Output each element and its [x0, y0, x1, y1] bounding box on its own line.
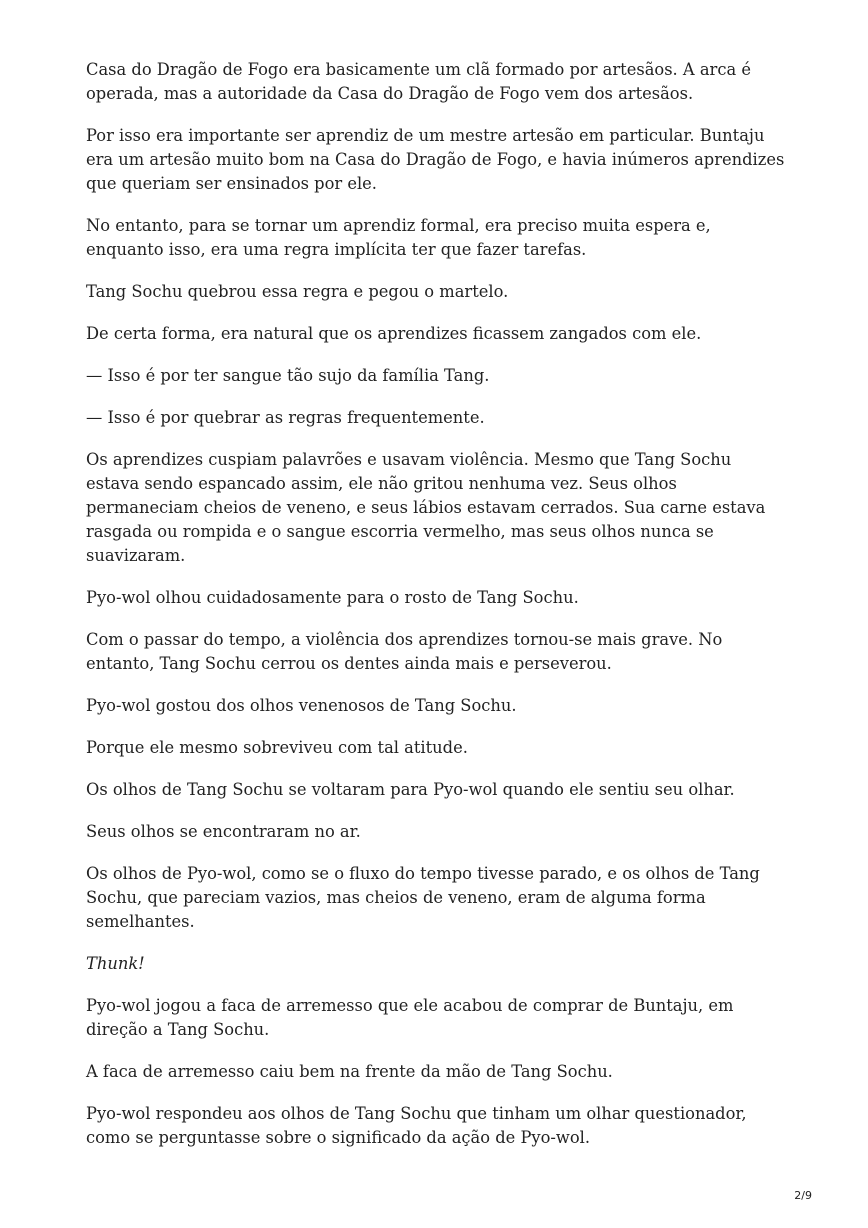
- paragraph: Com o passar do tempo, a violência dos aprendizes tornou-se mais grave. No entanto, Tang Sochu cerrou os dentes ainda mais e perseverou.: [86, 630, 723, 673]
- paragraph: Os olhos de Pyo-wol, como se o fluxo do tempo tivesse parado, e os olhos de Tang Sochu, que pareciam vazios, mas cheios de veneno, eram de alguma forma semelhantes.: [86, 864, 760, 931]
- paragraph: Os aprendizes cuspiam palavrões e usavam violência. Mesmo que Tang Sochu estava sendo espancado assim, ele não gritou nenhuma vez. Seus olhos permaneciam cheios de veneno, e seus lábios estavam cerrados. Sua carne estava rasgada ou rompida e o sangue escorria vermelho, mas seus olhos nunca se suavizaram.: [86, 450, 766, 565]
- page-number: 2/9: [794, 1189, 812, 1202]
- document-body: [86, 58, 786, 1168]
- paragraph: Casa do Dragão de Fogo era basicamente um clã formado por artesãos. A arca é operada, mas a autoridade da Casa do Dragão de Fogo vem dos artesãos.: [86, 60, 751, 103]
- paragraph: Porque ele mesmo sobreviveu com tal atitude.: [86, 738, 468, 757]
- paragraph: Por isso era importante ser aprendiz de um mestre artesão em particular. Buntaju era um artesão muito bom na Casa do Dragão de Fogo, e havia inúmeros aprendizes que queriam ser ensinados por ele.: [86, 126, 785, 193]
- paragraph: A faca de arremesso caiu bem na frente da mão de Tang Sochu.: [86, 1062, 613, 1081]
- paragraph: No entanto, para se tornar um aprendiz formal, era preciso muita espera e, enquanto isso, era uma regra implícita ter que fazer tarefas.: [86, 216, 711, 259]
- paragraph: De certa forma, era natural que os aprendizes ficassem zangados com ele.: [86, 324, 702, 343]
- paragraph: Pyo-wol jogou a faca de arremesso que ele acabou de comprar de Buntaju, em direção a Tang Sochu.: [86, 996, 734, 1039]
- dialogue-line: — Isso é por ter sangue tão sujo da família Tang.: [86, 366, 490, 385]
- paragraph: Pyo-wol respondeu aos olhos de Tang Sochu que tinham um olhar questionador, como se perguntasse sobre o significado da ação de Pyo-wol.: [86, 1104, 747, 1147]
- sound-effect: Thunk!: [86, 954, 145, 973]
- paragraph: Seus olhos se encontraram no ar.: [86, 822, 361, 841]
- paragraph: Pyo-wol olhou cuidadosamente para o rosto de Tang Sochu.: [86, 588, 579, 607]
- paragraph: Pyo-wol gostou dos olhos venenosos de Tang Sochu.: [86, 696, 517, 715]
- paragraph: Tang Sochu quebrou essa regra e pegou o martelo.: [86, 282, 509, 301]
- paragraph: Os olhos de Tang Sochu se voltaram para Pyo-wol quando ele sentiu seu olhar.: [86, 780, 735, 799]
- dialogue-line: — Isso é por quebrar as regras frequentemente.: [86, 408, 485, 427]
